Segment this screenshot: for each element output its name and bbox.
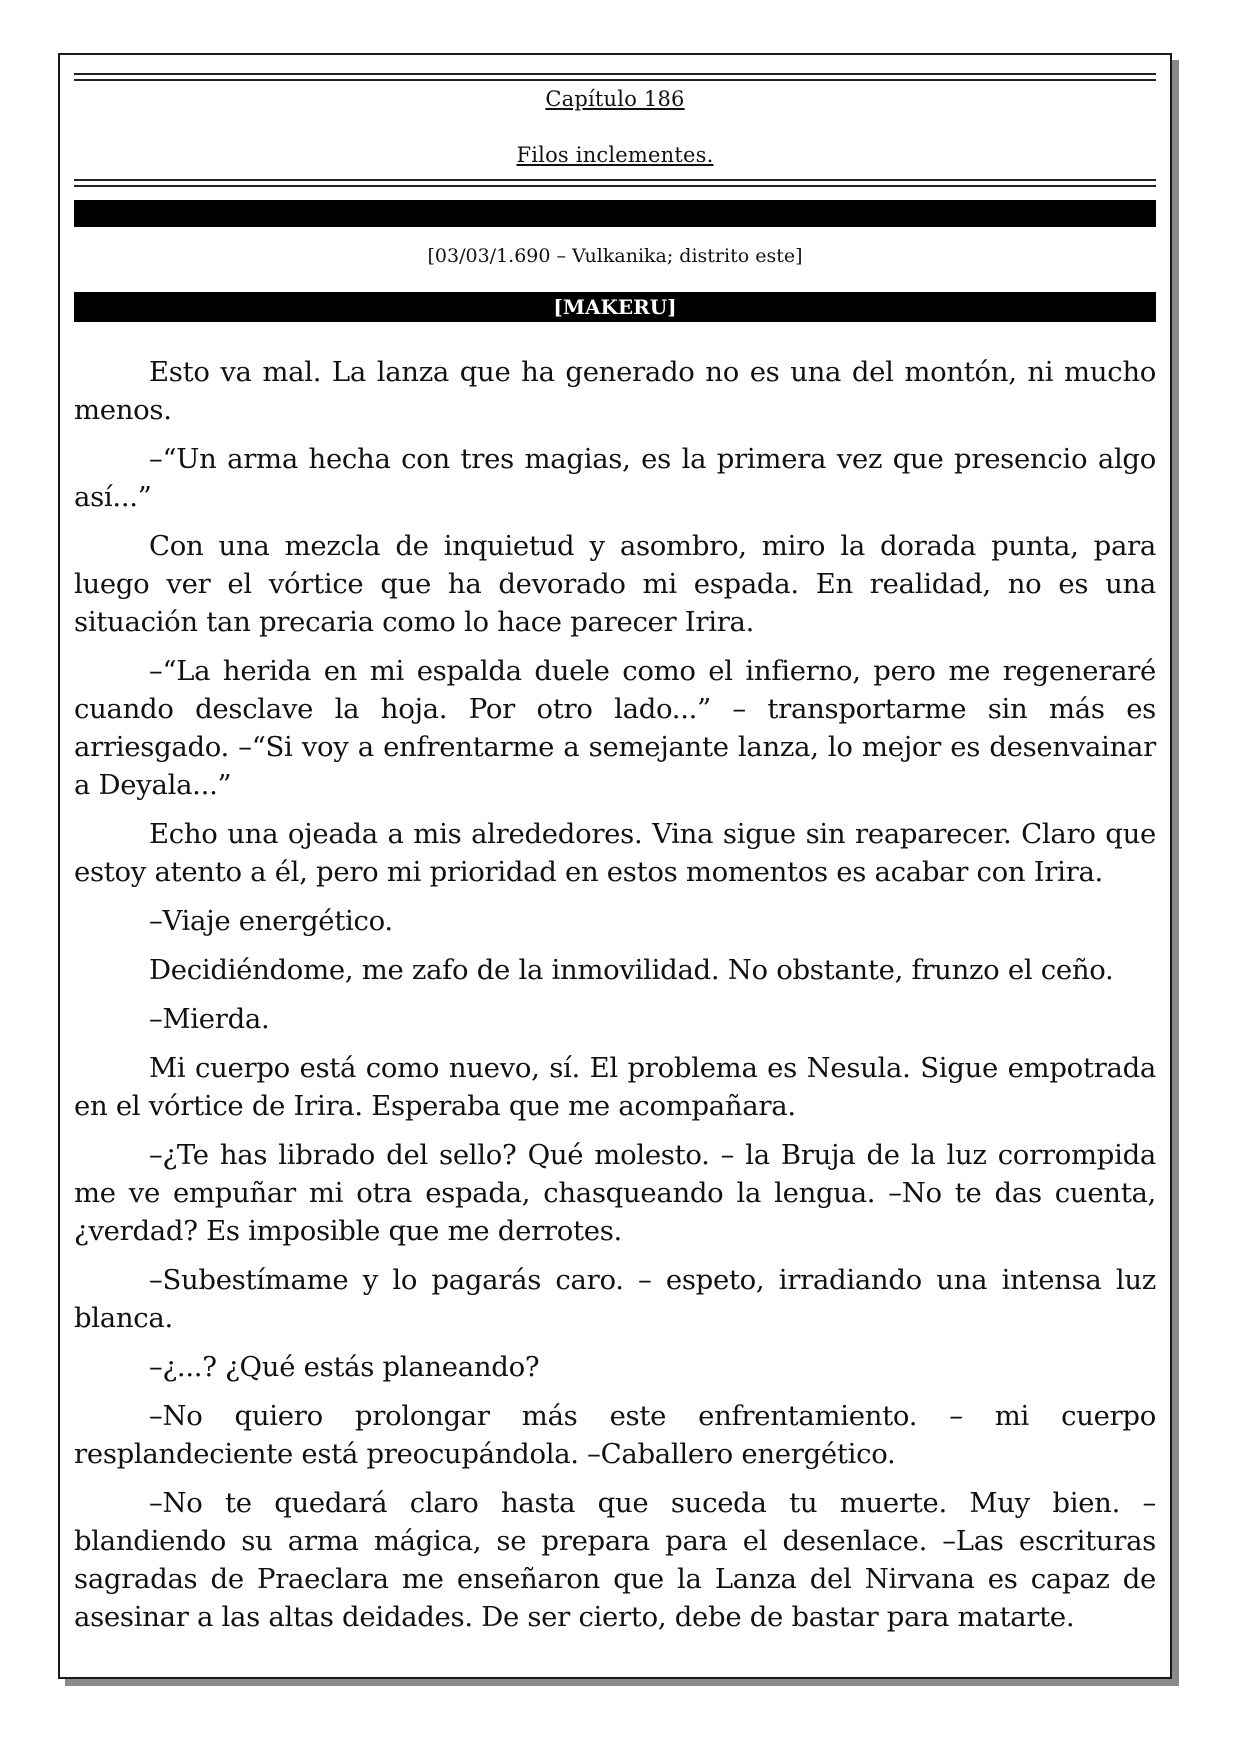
paragraph: Mi cuerpo está como nuevo, sí. El problema es Nesula. Sigue empotrada en el vórtice de Irira. Esperaba que me acompañara. (74, 1052, 1156, 1122)
paragraph: Esto va mal. La lanza que ha generado no es una del montón, ni mucho menos. (74, 356, 1156, 426)
paragraph: –¿...? ¿Qué estás planeando? (149, 1351, 540, 1383)
paragraph: –Mierda. (149, 1003, 270, 1035)
section-divider-bar (74, 200, 1156, 227)
paragraph: –“Un arma hecha con tres magias, es la primera vez que presencio algo así...” (74, 443, 1156, 513)
page-frame (58, 53, 1172, 1679)
chapter-subtitle: Filos inclementes. (516, 143, 714, 167)
chapter-title: Capítulo 186 (545, 87, 685, 111)
paragraph: –No quiero prolongar más este enfrentamiento. – mi cuerpo resplandeciente está preocupándola. –Caballero energético. (74, 1400, 1156, 1470)
header-bottom-rule (74, 179, 1156, 187)
scene-dateline: [03/03/1.690 – Vulkanika; distrito este] (427, 245, 803, 267)
body-text (74, 353, 1156, 1647)
paragraph: Decidiéndome, me zafo de la inmovilidad. No obstante, frunzo el ceño. (149, 954, 1114, 986)
speaker-banner: [MAKERU] (74, 292, 1156, 322)
paragraph: Con una mezcla de inquietud y asombro, miro la dorada punta, para luego ver el vórtice que ha devorado mi espada. En realidad, no es una situación tan precaria como lo hace parecer Irira. (74, 530, 1156, 638)
header-top-rule (74, 73, 1156, 81)
paragraph: –Subestímame y lo pagarás caro. – espeto, irradiando una intensa luz blanca. (74, 1264, 1156, 1334)
paragraph: –¿Te has librado del sello? Qué molesto. – la Bruja de la luz corrompida me ve empuñar mi otra espada, chasqueando la lengua. –No te das cuenta, ¿verdad? Es imposible que me derrotes. (74, 1139, 1156, 1247)
paragraph: –“La herida en mi espalda duele como el infierno, pero me regeneraré cuando desclave la hoja. Por otro lado...” – transportarme sin más es arriesgado. –“Si voy a enfrentarme a semejante lanza, lo mejor es desenvainar a Deyala...” (74, 655, 1156, 801)
paragraph: –No te quedará claro hasta que suceda tu muerte. Muy bien. – blandiendo su arma mágica, se prepara para el desenlace. –Las escrituras sagradas de Praeclara me enseñaron que la Lanza del Nirvana es capaz de asesinar a las altas deidades. De ser cierto, debe de bastar para matarte. (74, 1487, 1156, 1633)
paragraph: Echo una ojeada a mis alrededores. Vina sigue sin reaparecer. Claro que estoy atento a él, pero mi prioridad en estos momentos es acabar con Irira. (74, 818, 1156, 888)
paragraph: –Viaje energético. (149, 905, 393, 937)
